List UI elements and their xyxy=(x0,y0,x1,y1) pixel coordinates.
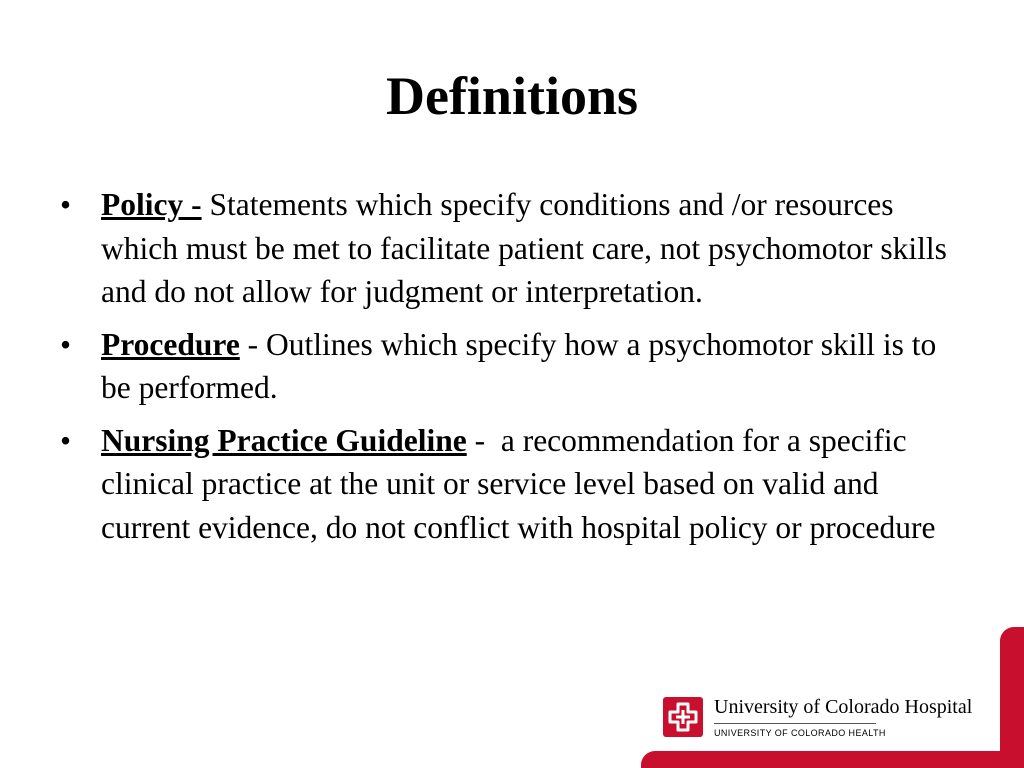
definition-nursing-practice-guideline xyxy=(60,419,960,550)
bullet-marker: • xyxy=(60,422,72,458)
hospital-subtitle: UNIVERSITY OF COLORADO HEALTH xyxy=(714,728,886,738)
term-separator: - xyxy=(239,326,267,362)
definition-procedure xyxy=(60,323,960,410)
term-procedure: Procedure xyxy=(101,326,240,362)
definition-policy xyxy=(60,183,960,314)
bullet-marker: • xyxy=(60,187,72,222)
logo-divider xyxy=(714,723,876,724)
term-nursing-practice-guideline: Nursing Practice Guideline xyxy=(101,422,467,458)
term-policy: Policy - xyxy=(101,187,202,222)
definition-text: Statements which specify conditions and /or resources which must be met to facilitate patient care, not psychomotor skills and do not allow for judgment or interpretation. xyxy=(101,187,947,309)
slide-title: Definitions xyxy=(385,66,639,126)
hospital-logo-icon xyxy=(663,697,703,737)
definition-text: a recommendation for a specific clinical practice at the unit or service level based on valid and current evidence, do not conflict with hospital policy or procedure xyxy=(101,422,936,545)
brand-corner-bar xyxy=(1000,627,1024,768)
term-separator: - xyxy=(466,422,501,458)
brand-bottom-bar xyxy=(641,751,1024,768)
definitions-list xyxy=(60,183,960,558)
hospital-name: University of Colorado Hospital xyxy=(714,696,973,718)
bullet-marker: • xyxy=(60,326,72,362)
definition-text: Outlines which specify how a psychomotor skill is to be performed. xyxy=(101,326,937,405)
